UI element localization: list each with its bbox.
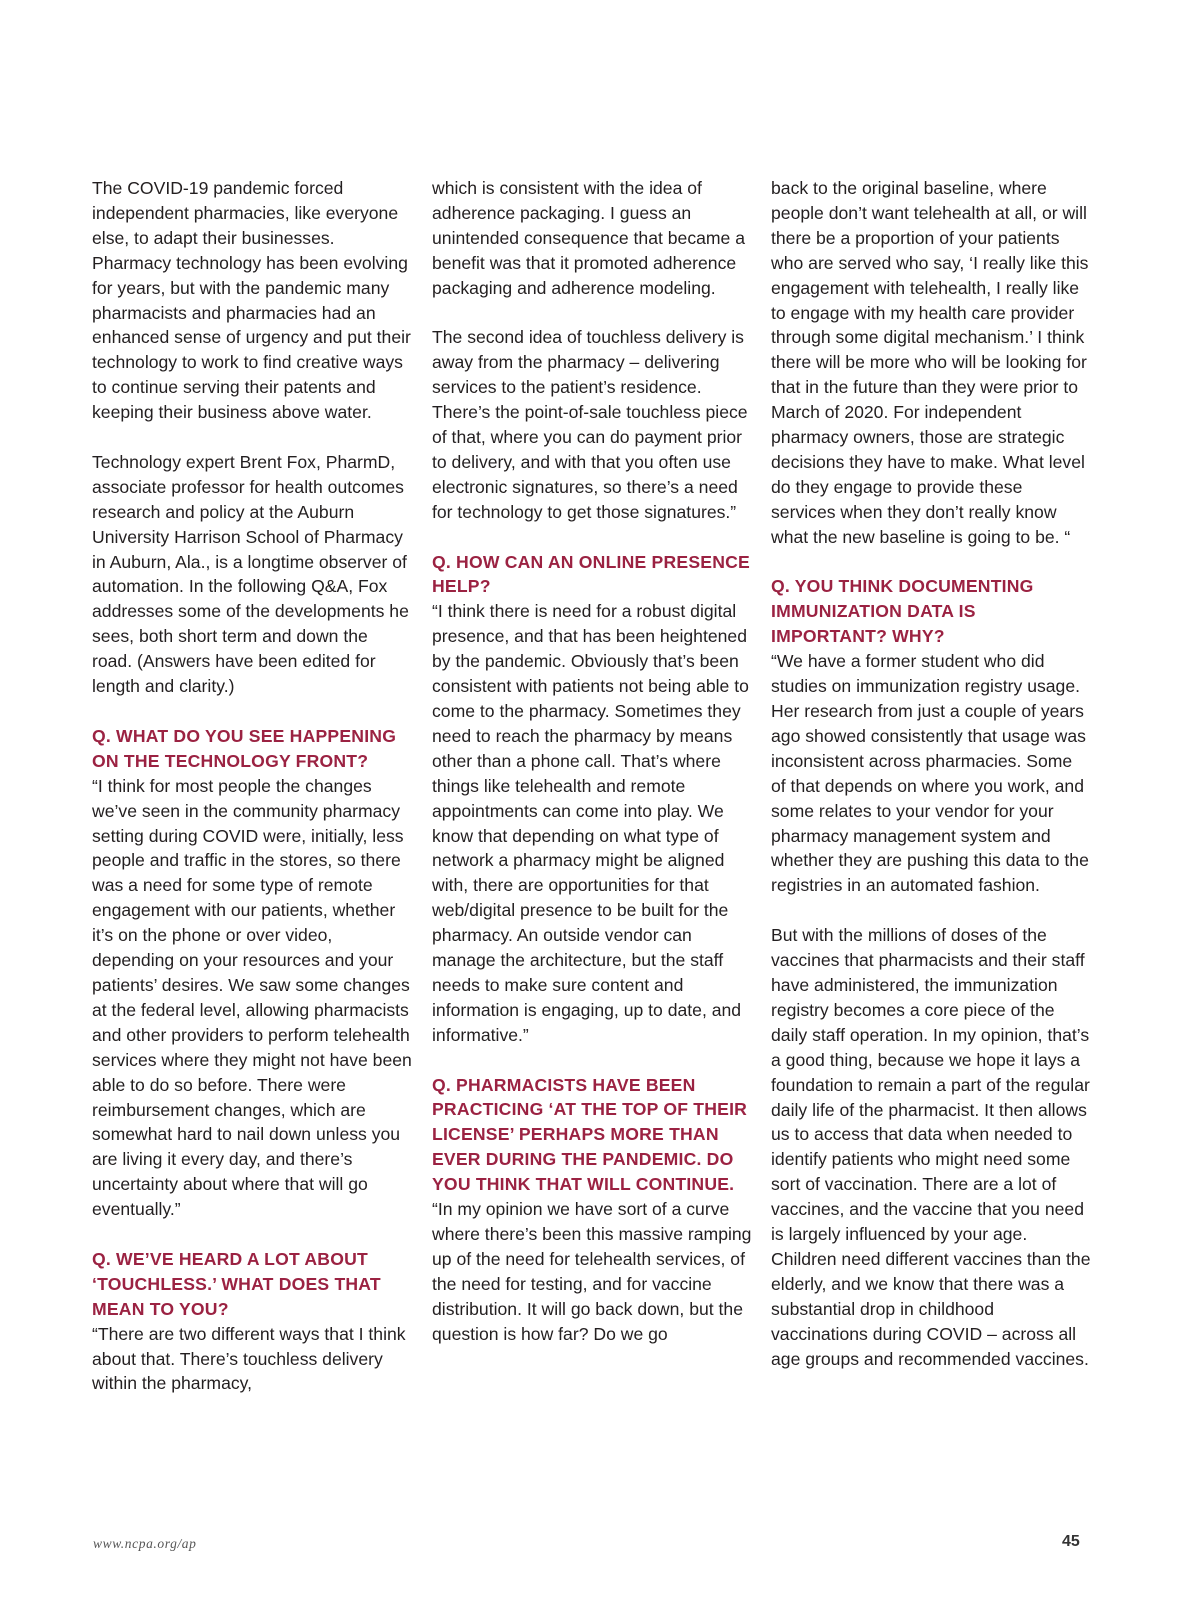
- answer-touchless-continued: which is consistent with the idea of adherence packaging. I guess an unintended consequence that became a benefit was that it promoted adherence packaging and adherence modeling.: [432, 178, 746, 298]
- question-touchless: Q. WE’VE HEARD A LOT ABOUT ‘TOUCHLESS.’ WHAT DOES THAT MEAN TO YOU?: [92, 1248, 381, 1319]
- expert-intro-paragraph: Technology expert Brent Fox, PharmD, associate professor for health outcomes research and policy at the Auburn University Harrison School of Pharmacy in Auburn, Ala., is a longtime observer of automation. In the following Q&A, Fox addresses some of the developments he sees, both short term and down the road. (Answers have been edited for length and clarity.): [92, 451, 409, 697]
- intro-paragraph: The COVID-19 pandemic forced independent pharmacies, like everyone else, to adapt their businesses. Pharmacy technology has been evolving for years, but with the pandemic many pharmacists and pharmacies had an enhanced sense of urgency and put their technology to work to find creative ways to continue serving their patents and keeping their business above water.: [92, 178, 411, 423]
- article-column-1: [92, 176, 412, 1396]
- answer-top-of-license-continued: back to the original baseline, where people don’t want telehealth at all, or will there be a proportion of your patients who are served who say, ‘I really like this engagement with telehealth, I really like to engage with my health care provider through some digital mechanism.’ I think there will be more who will be looking for that in the future than they were prior to March of 2020. For independent pharmacy owners, those are strategic decisions they have to make. What level do they engage to provide these services when they don’t really know what the new baseline is going to be. “: [771, 178, 1089, 547]
- answer-touchless-start: “There are two different ways that I think about that. There’s touchless delivery within the pharmacy,: [92, 1323, 406, 1394]
- page-number: 45: [1062, 1533, 1080, 1550]
- article-column-2: [432, 176, 752, 1347]
- question-online-presence: Q. HOW CAN AN ONLINE PRESENCE HELP?: [432, 551, 750, 597]
- answer-technology-front: “I think for most people the changes we’ve seen in the community pharmacy setting during COVID were, initially, less people and traffic in the stores, so there was a need for some type of remote engagement with our patients, whether it’s on the phone or over video, depending on your resources and your patients’ desires. We saw some changes at the federal level, allowing pharmacists and other providers to perform telehealth services where they might not have been able to do so before. There were reimbursement changes, which are somewhat hard to nail down unless you are living it every day, and there’s uncertainty about where that will go eventually.”: [92, 775, 412, 1220]
- answer-immunization-data: “We have a former student who did studies on immunization registry usage. Her research from just a couple of years ago showed consistently that usage was inconsistent across pharmacies. Some of that depends on where you work, and some relates to your vendor for your pharmacy management system and whether they are pushing this data to the registries in an automated fashion.: [771, 651, 1089, 896]
- answer-online-presence: “I think there is need for a robust digital presence, and that has been heightened by the pandemic. Obviously that’s been consistent with patients not being able to come to the pharmacy. Sometimes they need to reach the pharmacy by means other than a phone call. That’s where things like telehealth and remote appointments can come into play. We know that depending on what type of network a pharmacy might be aligned with, there are opportunities for that web/digital presence to be built for the pharmacy. An outside vendor can manage the architecture, but the staff needs to make sure content and information is engaging, up to date, and informative.”: [432, 601, 749, 1045]
- footer-url: www.ncpa.org/ap: [93, 1536, 197, 1551]
- answer-immunization-registry: But with the millions of doses of the vaccines that pharmacists and their staff have administered, the immunization registry becomes a core piece of the daily staff operation. In my opinion, that’s a good thing, because we hope it lays a foundation to remain a part of the regular daily life of the pharmacist. It then allows us to access that data when needed to identify patients who might need some sort of vaccination. There are a lot of vaccines, and the vaccine that you need is largely influenced by your age. Children need different vaccines than the elderly, and we know that there was a substantial drop in childhood vaccinations during COVID – across all age groups and recommended vaccines.: [771, 925, 1091, 1369]
- answer-touchless-second-idea: The second idea of touchless delivery is away from the pharmacy – delivering services to the patient’s residence. There’s the point-of-sale touchless piece of that, where you can do payment prior to delivery, and with that you often use electronic signatures, so there’s a need for technology to get those signatures.”: [432, 327, 748, 522]
- question-immunization-data: Q. YOU THINK DOCUMENTING IMMUNIZATION DATA IS IMPORTANT? WHY?: [771, 576, 1034, 647]
- question-technology-front: Q. WHAT DO YOU SEE HAPPENING ON THE TECHNOLOGY FRONT?: [92, 725, 397, 771]
- question-top-of-license: Q. PHARMACISTS HAVE BEEN PRACTICING ‘AT THE TOP OF THEIR LICENSE’ PERHAPS MORE THAN EVER DURING THE PANDEMIC. DO YOU THINK THAT WILL CONTINUE.: [432, 1074, 748, 1195]
- answer-top-of-license-start: “In my opinion we have sort of a curve where there’s been this massive ramping up of the need for telehealth services, of the need for testing, and for vaccine distribution. It will go back down, but the question is how far? Do we go: [432, 1199, 752, 1344]
- article-column-3: [771, 176, 1091, 1371]
